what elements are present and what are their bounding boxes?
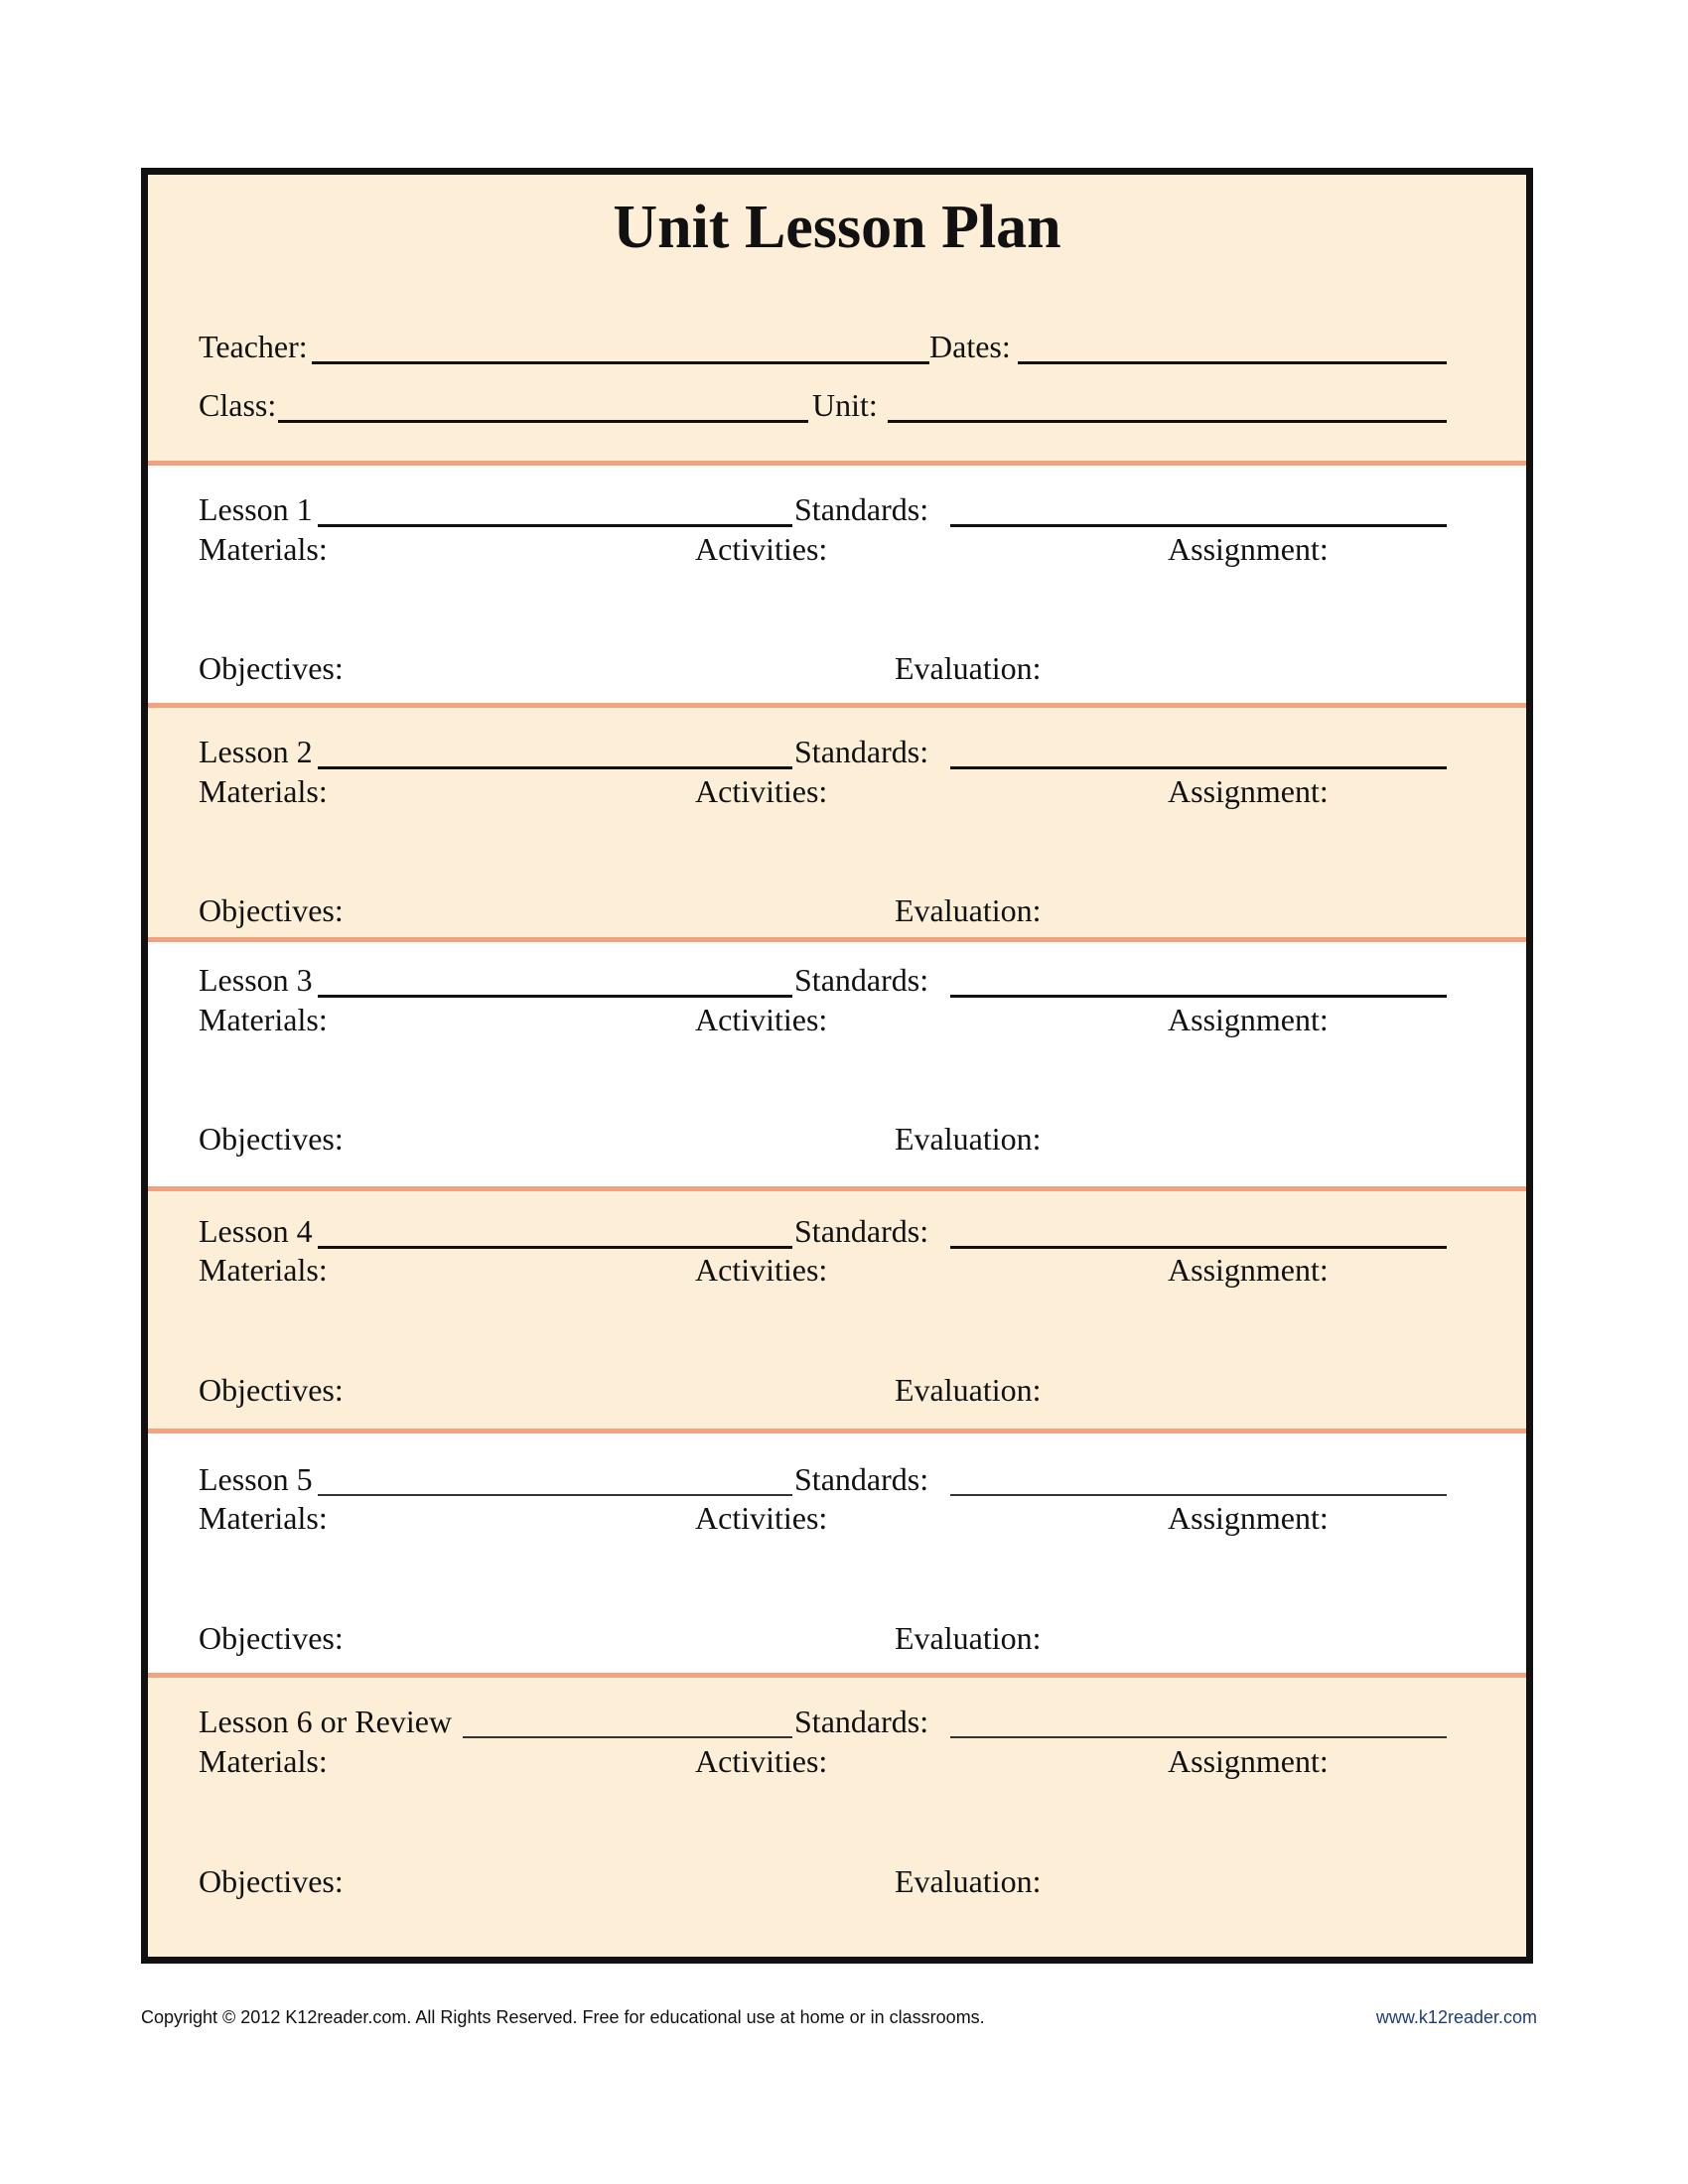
lesson-section [148, 1191, 1526, 1433]
assignment-label: Assignment: [1168, 773, 1329, 809]
evaluation-label: Evaluation: [895, 892, 1042, 928]
objectives-label: Objectives: [199, 1620, 344, 1656]
lesson-section [148, 466, 1526, 708]
lesson-title-field[interactable] [463, 1736, 792, 1738]
materials-label: Materials: [199, 1002, 328, 1037]
copyright-notice: Copyright © 2012 K12reader.com. All Rights Reserved. Free for educational use at home or in classrooms. [141, 2007, 985, 2027]
evaluation-label: Evaluation: [895, 1620, 1042, 1656]
lesson-title: Lesson 1 [199, 491, 313, 527]
lesson-plan-form [141, 168, 1533, 1964]
materials-label: Materials: [199, 1252, 328, 1288]
lesson-section [148, 1678, 1526, 1957]
unit-label: Unit: [812, 387, 878, 423]
lesson-title: Lesson 3 [199, 962, 313, 998]
standards-label: Standards: [794, 962, 929, 998]
standards-field[interactable] [950, 1494, 1447, 1496]
standards-field[interactable] [950, 766, 1447, 769]
lesson-title-field[interactable] [318, 1494, 792, 1496]
evaluation-label: Evaluation: [895, 650, 1042, 686]
evaluation-label: Evaluation: [895, 1121, 1042, 1157]
objectives-label: Objectives: [199, 892, 344, 928]
materials-label: Materials: [199, 531, 328, 567]
activities-label: Activities: [695, 1002, 828, 1037]
lesson-title-field[interactable] [318, 524, 792, 527]
header-section [148, 175, 1526, 466]
standards-label: Standards: [794, 1461, 929, 1497]
lesson-title: Lesson 6 or Review [199, 1704, 453, 1739]
materials-label: Materials: [199, 1743, 328, 1779]
teacher-label: Teacher: [199, 329, 308, 364]
class-label: Class: [199, 387, 277, 423]
activities-label: Activities: [695, 1743, 828, 1779]
objectives-label: Objectives: [199, 1121, 344, 1157]
lesson-title: Lesson 2 [199, 734, 313, 769]
assignment-label: Assignment: [1168, 1743, 1329, 1779]
materials-label: Materials: [199, 1500, 328, 1536]
standards-label: Standards: [794, 491, 929, 527]
assignment-label: Assignment: [1168, 1002, 1329, 1037]
activities-label: Activities: [695, 1500, 828, 1536]
lesson-title: Lesson 4 [199, 1213, 313, 1249]
assignment-label: Assignment: [1168, 1252, 1329, 1288]
dates-label: Dates: [929, 329, 1011, 364]
standards-label: Standards: [794, 1213, 929, 1249]
objectives-label: Objectives: [199, 1372, 344, 1408]
lesson-section [148, 1433, 1526, 1678]
activities-label: Activities: [695, 773, 828, 809]
unit-field[interactable] [888, 420, 1447, 423]
materials-label: Materials: [199, 773, 328, 809]
activities-label: Activities: [695, 531, 828, 567]
standards-label: Standards: [794, 734, 929, 769]
page-title: Unit Lesson Plan [613, 194, 1061, 261]
evaluation-label: Evaluation: [895, 1863, 1042, 1899]
evaluation-label: Evaluation: [895, 1372, 1042, 1408]
activities-label: Activities: [695, 1252, 828, 1288]
lesson-section [148, 708, 1526, 942]
objectives-label: Objectives: [199, 650, 344, 686]
website-link[interactable]: www.k12reader.com [1375, 2007, 1537, 2027]
standards-label: Standards: [794, 1704, 929, 1739]
lesson-title: Lesson 5 [199, 1461, 313, 1497]
assignment-label: Assignment: [1168, 1500, 1329, 1536]
standards-field[interactable] [950, 1736, 1447, 1738]
standards-field[interactable] [950, 1246, 1447, 1249]
objectives-label: Objectives: [199, 1863, 344, 1899]
lesson-title-field[interactable] [318, 1246, 792, 1249]
lesson-title-field[interactable] [318, 995, 792, 998]
dates-field[interactable] [1018, 361, 1447, 364]
assignment-label: Assignment: [1168, 531, 1329, 567]
standards-field[interactable] [950, 995, 1447, 998]
lesson-section [148, 942, 1526, 1191]
standards-field[interactable] [950, 524, 1447, 527]
class-field[interactable] [278, 420, 808, 423]
lesson-title-field[interactable] [318, 766, 792, 769]
teacher-field[interactable] [312, 361, 929, 364]
